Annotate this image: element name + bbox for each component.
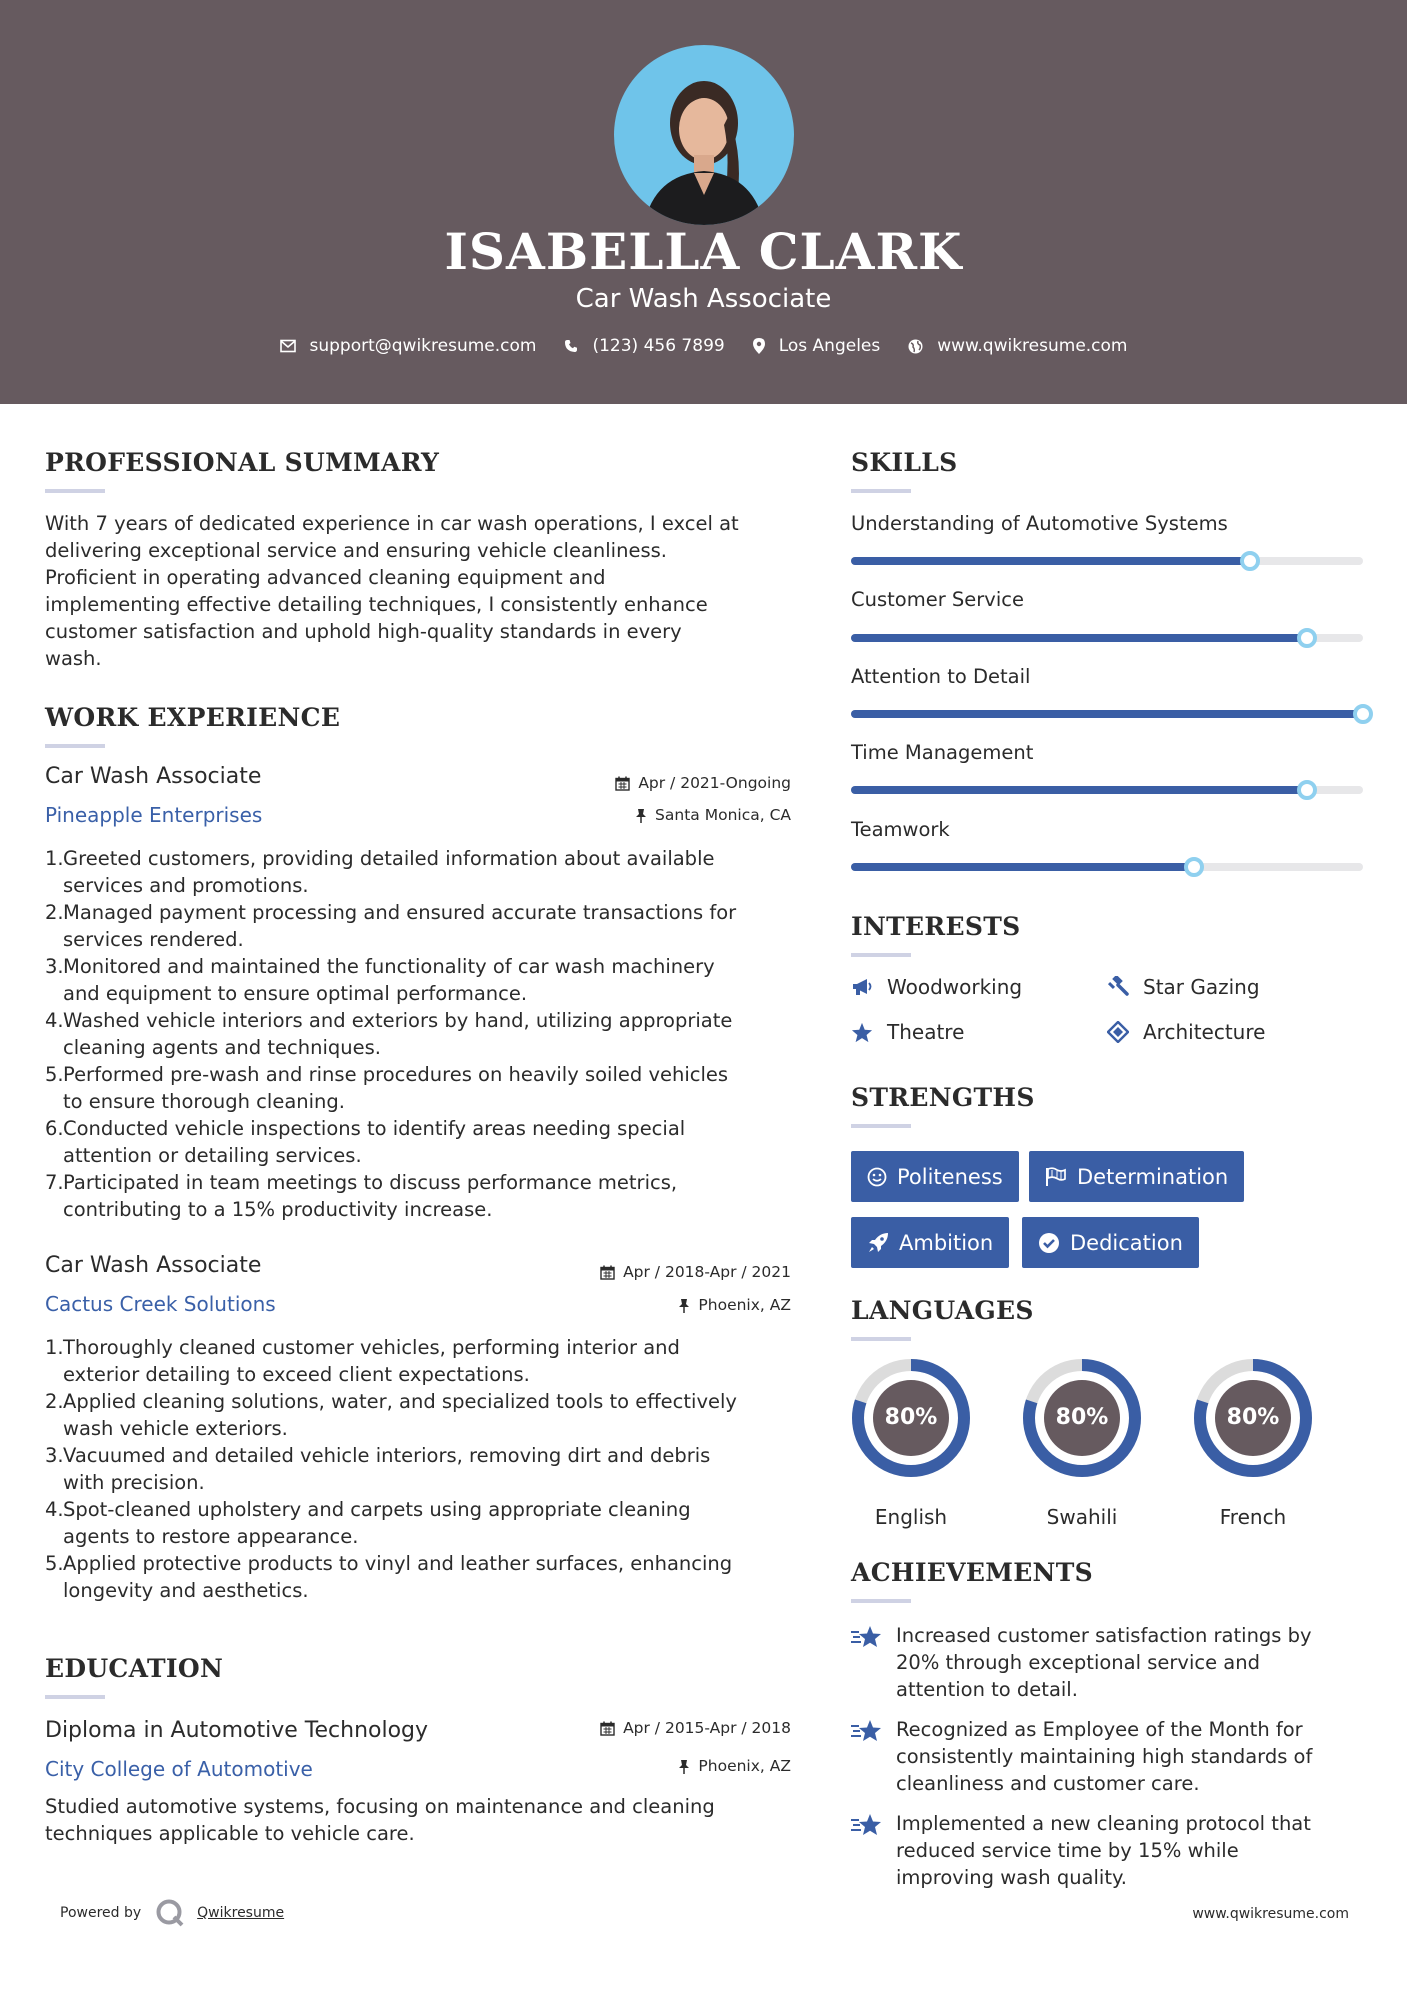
summary-line: delivering exceptional service and ensuring vehicle cleanliness. bbox=[45, 539, 667, 562]
school-name: City College of Automotive bbox=[45, 1757, 313, 1781]
shooting-star-icon bbox=[850, 1718, 884, 1746]
work-underline bbox=[45, 744, 105, 748]
skill-bar bbox=[851, 557, 1363, 565]
header-band bbox=[0, 0, 1407, 404]
job-location-text: Santa Monica, CA bbox=[655, 806, 791, 824]
work-heading: WORK EXPERIENCE bbox=[45, 703, 341, 732]
education-line: Studied automotive systems, focusing on maintenance and cleaning bbox=[45, 1795, 715, 1818]
duty-line: Monitored and maintained the functionality of car wash machinery bbox=[63, 955, 715, 978]
list-item: 6. Conducted vehicle inspections to identify areas needing special attention or detailing services. bbox=[45, 1115, 795, 1169]
skill-label: Time Management bbox=[851, 741, 1034, 764]
job-location bbox=[560, 1296, 791, 1314]
strength-label: Politeness bbox=[897, 1164, 1003, 1189]
duty-line: Conducted vehicle inspections to identify areas needing special bbox=[63, 1117, 686, 1140]
skills-heading: SKILLS bbox=[851, 448, 958, 477]
summary-line: With 7 years of dedicated experience in car wash operations, I excel at bbox=[45, 512, 739, 535]
duty-line: to ensure thorough cleaning. bbox=[63, 1090, 345, 1113]
duty-line: Applied cleaning solutions, water, and specialized tools to effectively bbox=[63, 1390, 737, 1413]
language-percent: 80% bbox=[884, 1405, 938, 1430]
job-duties-list bbox=[45, 1334, 795, 1604]
phone-icon bbox=[564, 339, 578, 353]
languages-underline bbox=[851, 1337, 911, 1341]
duty-line: Applied protective products to vinyl and leather surfaces, enhancing bbox=[63, 1552, 733, 1575]
map-pin-icon bbox=[753, 338, 765, 354]
skill-bar-handle bbox=[1353, 704, 1373, 724]
skill-bar-fill bbox=[851, 710, 1363, 718]
achievement-text bbox=[896, 1622, 1312, 1703]
contact-location-text: Los Angeles bbox=[778, 336, 881, 356]
skill-bar bbox=[851, 786, 1363, 794]
interest-label: Star Gazing bbox=[1143, 975, 1260, 999]
duty-line: Washed vehicle interiors and exteriors by hand, utilizing appropriate bbox=[63, 1009, 733, 1032]
duty-line: Performed pre-wash and rinse procedures on heavily soiled vehicles bbox=[63, 1063, 729, 1086]
duty-line: cleaning agents and techniques. bbox=[63, 1036, 381, 1059]
shooting-star-icon bbox=[850, 1812, 884, 1840]
achievement-line: consistently maintaining high standards of bbox=[896, 1745, 1313, 1768]
list-item: 5. Applied protective products to vinyl and leather surfaces, enhancing longevity and aesthetics. bbox=[45, 1550, 795, 1604]
interest-label: Theatre bbox=[887, 1020, 965, 1044]
achievements-heading: ACHIEVEMENTS bbox=[851, 1558, 1093, 1587]
qwikresume-logo-icon bbox=[155, 1898, 185, 1928]
powered-by-label: Powered by bbox=[60, 1905, 142, 1921]
tag-icon bbox=[1107, 1021, 1129, 1043]
skill-label: Teamwork bbox=[851, 818, 950, 841]
list-item: 1. Greeted customers, providing detailed information about available services and promotions. bbox=[45, 845, 795, 899]
job-company: Cactus Creek Solutions bbox=[45, 1292, 276, 1316]
achievement-item bbox=[850, 1622, 1370, 1703]
flag-icon bbox=[1045, 1167, 1067, 1187]
calendar-icon bbox=[615, 776, 630, 791]
summary-line: wash. bbox=[45, 647, 102, 670]
powered-by bbox=[60, 1898, 284, 1928]
skill-bar-fill bbox=[851, 634, 1307, 642]
achievement-item bbox=[850, 1716, 1370, 1797]
duty-line: Vacuumed and detailed vehicle interiors, removing dirt and debris bbox=[63, 1444, 711, 1467]
strength-tag bbox=[1029, 1151, 1244, 1202]
calendar-icon bbox=[600, 1721, 615, 1736]
job-duties-list bbox=[45, 845, 795, 1223]
duty-line: contributing to a 15% productivity increase. bbox=[63, 1198, 493, 1221]
education-dates bbox=[560, 1719, 791, 1737]
skill-bar bbox=[851, 710, 1363, 718]
skills-underline bbox=[851, 489, 911, 493]
strength-tag bbox=[851, 1151, 1019, 1202]
duty-line: and equipment to ensure optimal performance. bbox=[63, 982, 528, 1005]
strength-label: Determination bbox=[1077, 1164, 1229, 1189]
language-percent: 80% bbox=[1055, 1405, 1109, 1430]
skill-bar-handle bbox=[1297, 780, 1317, 800]
list-item: 5. Performed pre-wash and rinse procedures on heavily soiled vehicles to ensure thorough cleaning. bbox=[45, 1061, 795, 1115]
interest-item bbox=[851, 1020, 964, 1044]
duty-line: Managed payment processing and ensured accurate transactions for bbox=[63, 901, 737, 924]
contact-email-text: support@qwikresume.com bbox=[309, 336, 537, 356]
skill-bar-fill bbox=[851, 786, 1307, 794]
envelope-icon bbox=[280, 339, 296, 353]
list-item: 7. Participated in team meetings to discuss performance metrics, contributing to a 15% productivity increase. bbox=[45, 1169, 795, 1223]
strengths-underline bbox=[851, 1124, 911, 1128]
language-name: English bbox=[874, 1505, 948, 1529]
education-line: techniques applicable to vehicle care. bbox=[45, 1822, 415, 1845]
skill-label: Understanding of Automotive Systems bbox=[851, 512, 1228, 535]
megaphone-icon bbox=[851, 977, 873, 997]
language-name: Swahili bbox=[1046, 1505, 1118, 1529]
strength-tag bbox=[1022, 1217, 1199, 1268]
language-name: French bbox=[1219, 1505, 1287, 1529]
duty-line: exterior detailing to exceed client expectations. bbox=[63, 1363, 530, 1386]
achievement-line: cleanliness and customer care. bbox=[896, 1772, 1200, 1795]
profile-photo-illustration bbox=[614, 45, 794, 225]
job-dates bbox=[560, 1263, 791, 1281]
language-item bbox=[1021, 1357, 1143, 1529]
pushpin-icon bbox=[678, 1759, 690, 1774]
interest-label: Woodworking bbox=[887, 975, 1023, 999]
achievement-line: Increased customer satisfaction ratings by bbox=[896, 1624, 1312, 1647]
achievement-item bbox=[850, 1810, 1370, 1891]
language-item bbox=[1192, 1357, 1314, 1529]
shooting-star-icon bbox=[850, 1624, 884, 1652]
job-title: Car Wash Associate bbox=[45, 764, 262, 789]
list-item: 1. Thoroughly cleaned customer vehicles, performing interior and exterior detailing to exceed client expectations. bbox=[45, 1334, 795, 1388]
degree-title: Diploma in Automotive Technology bbox=[45, 1718, 429, 1743]
interests-underline bbox=[851, 953, 911, 957]
list-item: 3. Vacuumed and detailed vehicle interiors, removing dirt and debris with precision. bbox=[45, 1442, 795, 1496]
achievement-line: attention to detail. bbox=[896, 1678, 1078, 1701]
pushpin-icon bbox=[635, 808, 647, 823]
skill-bar bbox=[851, 634, 1363, 642]
summary-underline bbox=[45, 489, 105, 493]
list-item: 4. Washed vehicle interiors and exteriors by hand, utilizing appropriate cleaning agents and techniques. bbox=[45, 1007, 795, 1061]
summary-line: customer satisfaction and uphold high-quality standards in every bbox=[45, 620, 682, 643]
interest-label: Architecture bbox=[1143, 1020, 1266, 1044]
skill-label: Attention to Detail bbox=[851, 665, 1031, 688]
brand-link[interactable]: Qwikresume bbox=[197, 1905, 285, 1921]
candidate-title: Car Wash Associate bbox=[575, 284, 832, 314]
achievement-line: Recognized as Employee of the Month for bbox=[896, 1718, 1303, 1741]
duty-line: agents to restore appearance. bbox=[63, 1525, 359, 1548]
interest-item bbox=[1107, 1020, 1265, 1044]
achievement-line: reduced service time by 15% while bbox=[896, 1839, 1239, 1862]
list-item: 2. Managed payment processing and ensured accurate transactions for services rendered. bbox=[45, 899, 795, 953]
contact-location bbox=[753, 336, 881, 356]
strength-tag bbox=[851, 1217, 1009, 1268]
rocket-icon bbox=[867, 1232, 889, 1254]
strength-label: Dedication bbox=[1070, 1230, 1183, 1255]
achievements-underline bbox=[851, 1599, 911, 1603]
duty-line: Thoroughly cleaned customer vehicles, performing interior and bbox=[63, 1336, 680, 1359]
interest-item bbox=[1107, 975, 1260, 999]
achievement-line: Implemented a new cleaning protocol that bbox=[896, 1812, 1311, 1835]
skill-label: Customer Service bbox=[851, 588, 1024, 611]
skill-bar-fill bbox=[851, 863, 1194, 871]
duty-line: Participated in team meetings to discuss performance metrics, bbox=[63, 1171, 678, 1194]
summary-line: Proficient in operating advanced cleaning equipment and bbox=[45, 566, 606, 589]
summary-text bbox=[45, 510, 739, 672]
summary-line: implementing effective detailing techniques, I consistently enhance bbox=[45, 593, 708, 616]
skill-bar-handle bbox=[1297, 628, 1317, 648]
job-dates-text: Apr / 2021-Ongoing bbox=[638, 774, 791, 792]
list-item: 2. Applied cleaning solutions, water, and specialized tools to effectively wash vehicle exteriors. bbox=[45, 1388, 795, 1442]
summary-heading: PROFESSIONAL SUMMARY bbox=[45, 448, 440, 477]
skill-bar-handle bbox=[1184, 857, 1204, 877]
contact-phone-text: (123) 456 7899 bbox=[592, 336, 725, 356]
education-heading: EDUCATION bbox=[45, 1654, 224, 1683]
job-location-text: Phoenix, AZ bbox=[698, 1296, 791, 1314]
achievement-text bbox=[896, 1716, 1312, 1797]
candidate-name: ISABELLA CLARK bbox=[444, 222, 963, 281]
job-dates-text: Apr / 2018-Apr / 2021 bbox=[623, 1263, 791, 1281]
language-item bbox=[850, 1357, 972, 1529]
gavel-icon bbox=[1107, 976, 1129, 998]
pushpin-icon bbox=[678, 1298, 690, 1313]
achievement-line: 20% through exceptional service and bbox=[896, 1651, 1260, 1674]
contact-website[interactable] bbox=[908, 336, 1127, 356]
check-circle-icon bbox=[1038, 1232, 1060, 1254]
duty-line: services and promotions. bbox=[63, 874, 309, 897]
duty-line: with precision. bbox=[63, 1471, 205, 1494]
footer-website[interactable]: www.qwikresume.com bbox=[1192, 1906, 1349, 1922]
skill-bar bbox=[851, 863, 1363, 871]
achievement-text bbox=[896, 1810, 1311, 1891]
contact-phone[interactable] bbox=[564, 336, 724, 356]
profile-photo bbox=[614, 45, 794, 225]
job-title: Car Wash Associate bbox=[45, 1253, 262, 1278]
duty-line: services rendered. bbox=[63, 928, 244, 951]
strengths-heading: STRENGTHS bbox=[851, 1083, 1035, 1112]
skill-bar-fill bbox=[851, 557, 1250, 565]
education-dates-text: Apr / 2015-Apr / 2018 bbox=[623, 1719, 791, 1737]
star-icon bbox=[851, 1022, 873, 1043]
education-underline bbox=[45, 1695, 105, 1699]
smile-icon bbox=[867, 1167, 887, 1187]
interests-heading: INTERESTS bbox=[851, 912, 1021, 941]
languages-heading: LANGUAGES bbox=[851, 1296, 1034, 1325]
calendar-icon bbox=[600, 1265, 615, 1280]
duty-line: longevity and aesthetics. bbox=[63, 1579, 309, 1602]
achievement-line: improving wash quality. bbox=[896, 1866, 1127, 1889]
list-item: 3. Monitored and maintained the functionality of car wash machinery and equipment to ensure optimal performance. bbox=[45, 953, 795, 1007]
globe-icon bbox=[908, 339, 923, 354]
education-location-text: Phoenix, AZ bbox=[698, 1757, 791, 1775]
contact-bar bbox=[0, 336, 1407, 356]
strength-label: Ambition bbox=[899, 1230, 994, 1255]
contact-email[interactable] bbox=[280, 336, 537, 356]
job-dates bbox=[560, 774, 791, 792]
duty-line: Spot-cleaned upholstery and carpets using appropriate cleaning bbox=[63, 1498, 691, 1521]
duty-line: attention or detailing services. bbox=[63, 1144, 362, 1167]
interest-item bbox=[851, 975, 1022, 999]
job-location bbox=[560, 806, 791, 824]
job-company: Pineapple Enterprises bbox=[45, 803, 263, 827]
education-location bbox=[560, 1757, 791, 1775]
list-item: 4. Spot-cleaned upholstery and carpets using appropriate cleaning agents to restore appearance. bbox=[45, 1496, 795, 1550]
skill-bar-handle bbox=[1240, 551, 1260, 571]
language-percent: 80% bbox=[1226, 1405, 1280, 1430]
duty-line: Greeted customers, providing detailed information about available bbox=[63, 847, 715, 870]
education-description bbox=[45, 1793, 715, 1847]
contact-website-text: www.qwikresume.com bbox=[937, 336, 1128, 356]
duty-line: wash vehicle exteriors. bbox=[63, 1417, 288, 1440]
